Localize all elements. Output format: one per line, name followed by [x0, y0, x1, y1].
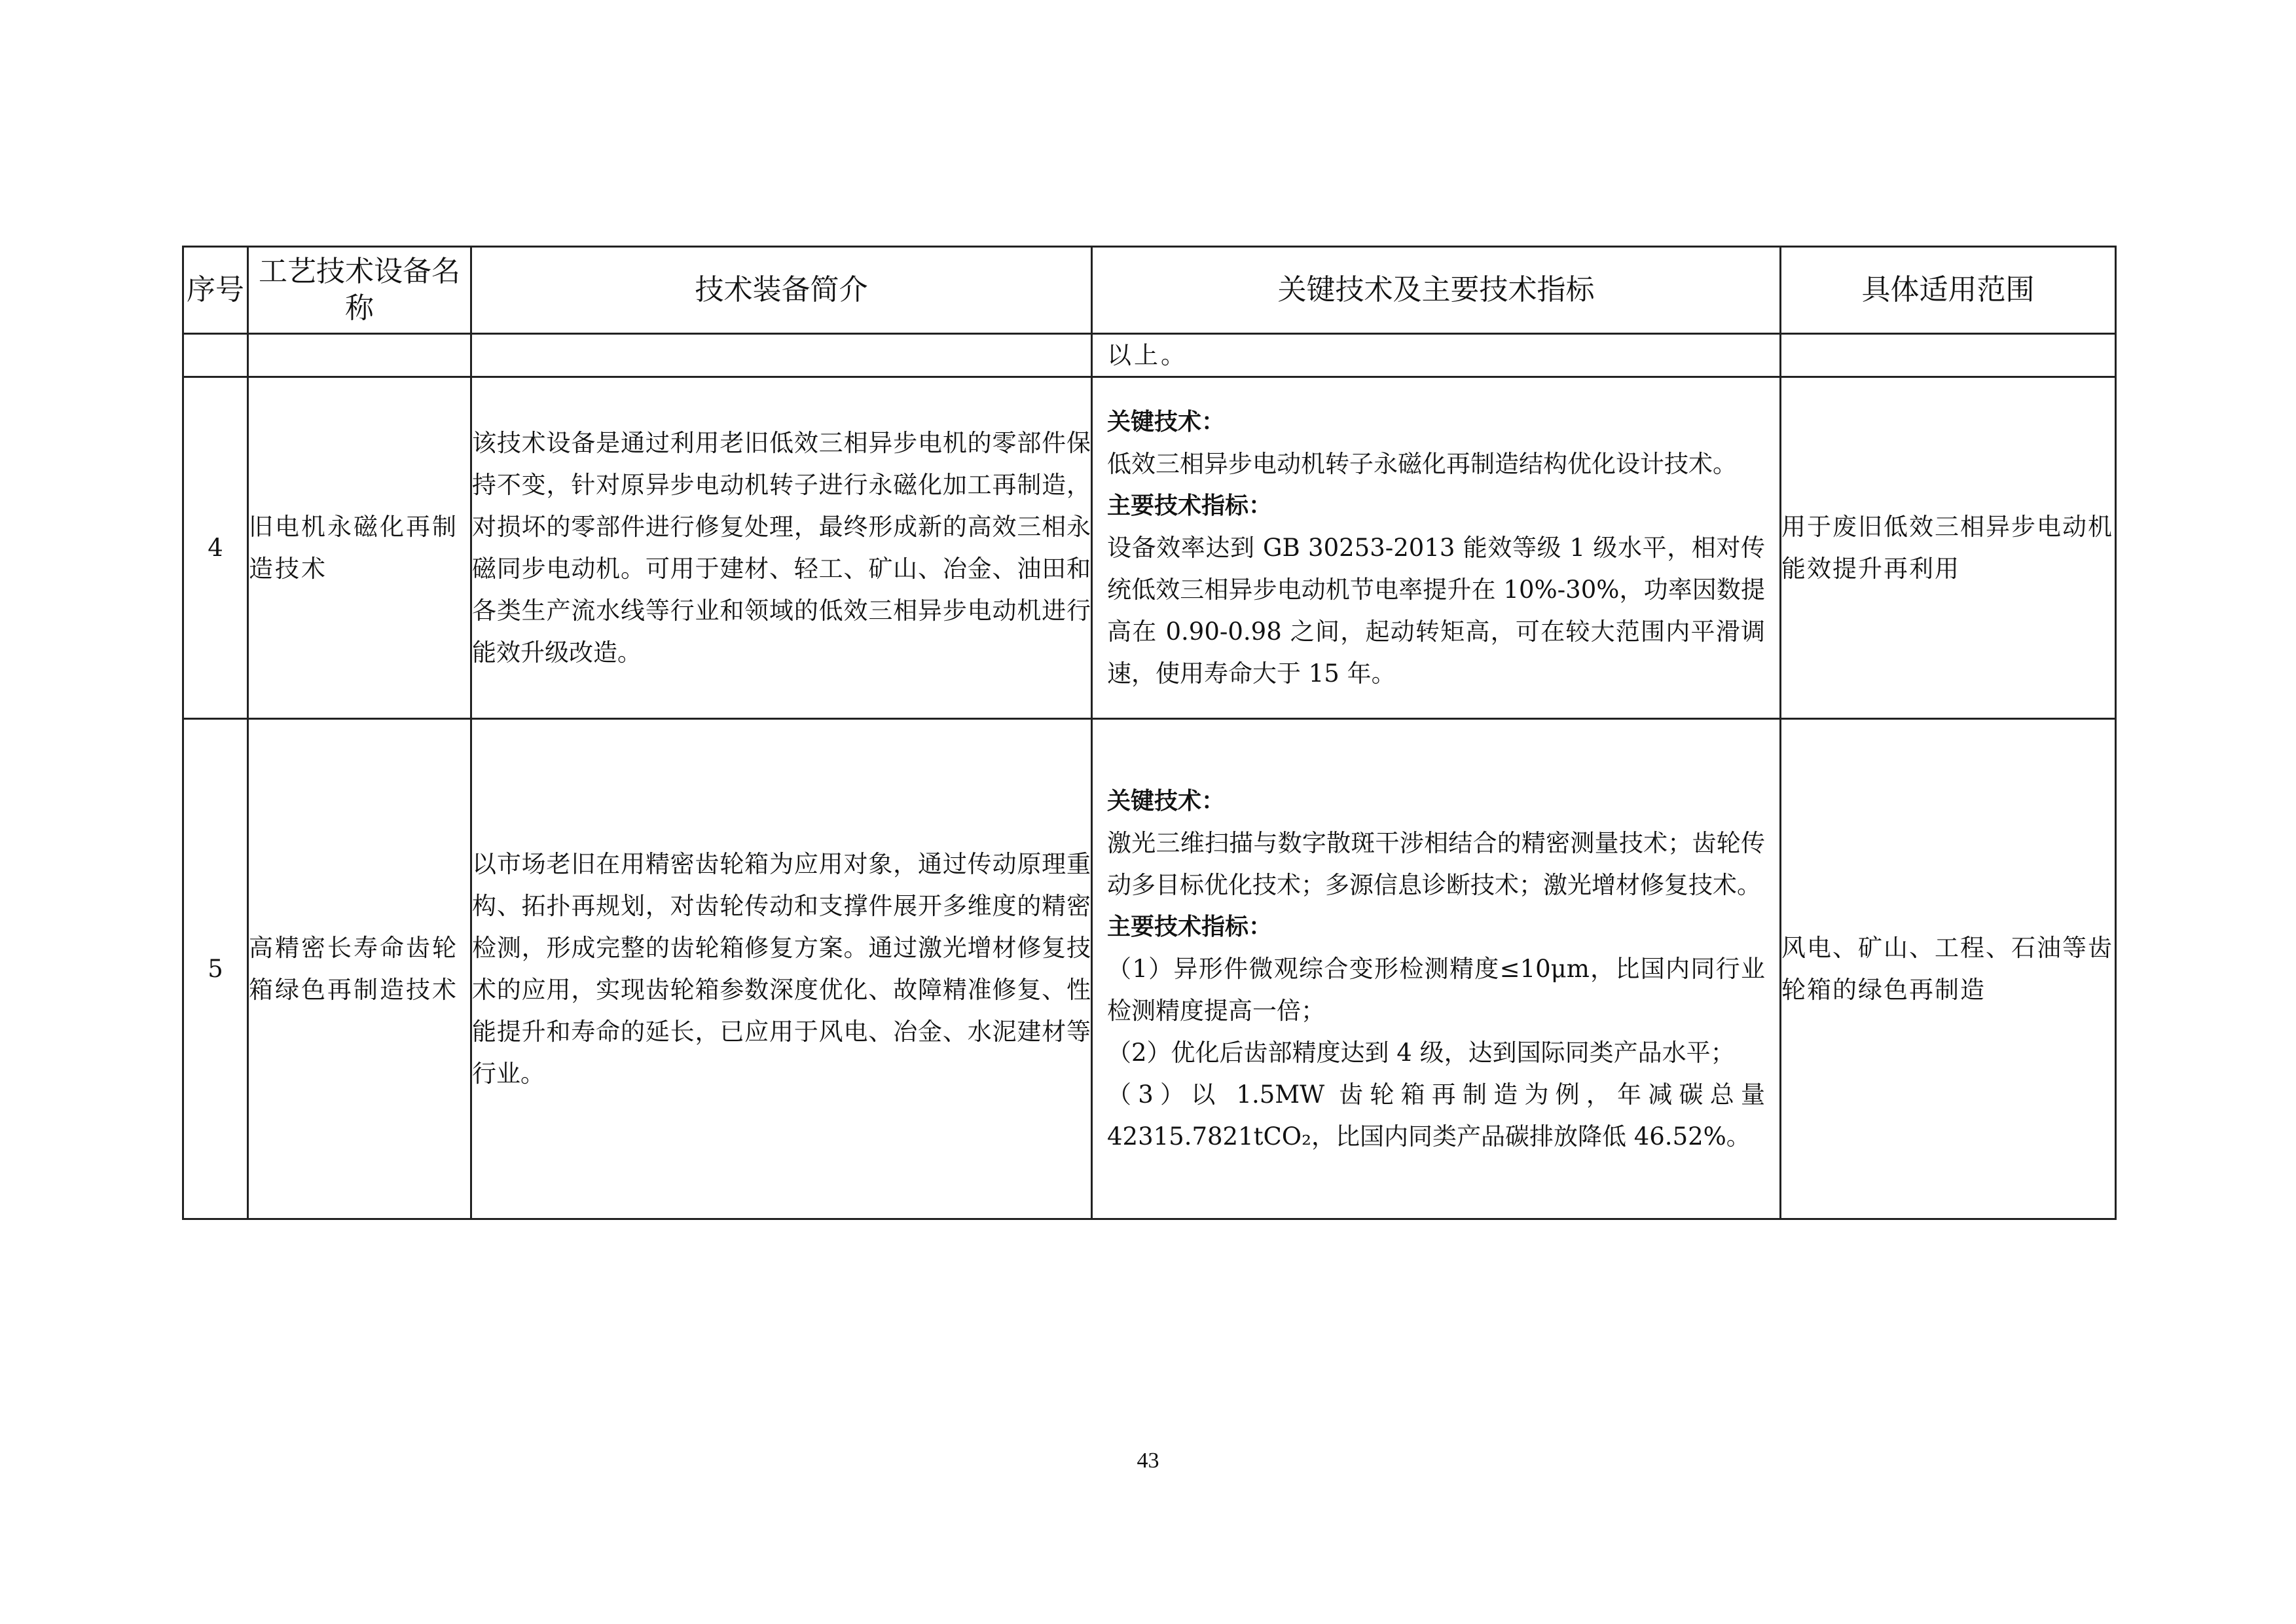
index-item: （3）以 1.5MW 齿轮箱再制造为例，年减碳总量 42315.7821tCO₂，比国内同类产品碳排放降低 46.52%。 — [1107, 1080, 1765, 1151]
key-tech-label: 关键技术： — [1107, 787, 1226, 815]
row-tech-name: 高精密长寿命齿轮箱绿色再制造技术 — [248, 719, 471, 1219]
row-intro: 该技术设备是通过利用老旧低效三相异步电机的零部件保持不变，针对原异步电动机转子进行永磁化加工再制造，对损坏的零部件进行修复处理，最终形成新的高效三相永磁同步电动机。可用于建材、轻工、矿山、冶金、油田和各类生产流水线等行业和领域的低效三相异步电动机进行能效升级改造。 — [471, 377, 1092, 719]
header-no: 序号 — [183, 247, 248, 334]
row-scope: 用于废旧低效三相异步电动机能效提升再利用 — [1781, 377, 2116, 719]
index-label: 主要技术指标： — [1107, 913, 1273, 940]
header-key: 关键技术及主要技术指标 — [1092, 247, 1781, 334]
row-key-cell — [1092, 377, 1781, 719]
continuation-key-text: 以上。 — [1107, 341, 1188, 369]
row-number: 5 — [183, 719, 248, 1219]
continuation-key-cell — [1092, 334, 1781, 377]
key-tech-label: 关键技术： — [1107, 408, 1226, 435]
key-tech-text: 激光三维扫描与数字散斑干涉相结合的精密测量技术；齿轮传动多目标优化技术；多源信息诊断技术；激光增材修复技术。 — [1107, 828, 1765, 899]
continuation-scope-cell — [1781, 334, 2116, 377]
key-tech-text: 低效三相异步电动机转子永磁化再制造结构优化设计技术。 — [1107, 449, 1737, 478]
table-row — [183, 377, 2116, 719]
index-label: 主要技术指标： — [1107, 492, 1273, 519]
row-key-cell — [1092, 719, 1781, 1219]
row-intro: 以市场老旧在用精密齿轮箱为应用对象，通过传动原理重构、拓扑再规划，对齿轮传动和支撑件展开多维度的精密检测，形成完整的齿轮箱修复方案。通过激光增材修复技术的应用，实现齿轮箱参数深度优化、故障精准修复、性能提升和寿命的延长，已应用于风电、冶金、水泥建材等行业。 — [471, 719, 1092, 1219]
continuation-row — [183, 334, 2116, 377]
header-scope: 具体适用范围 — [1781, 247, 2116, 334]
index-text: 设备效率达到 GB 30253-2013 能效等级 1 级水平，相对传统低效三相异步电动机节电率提升在 10%-30%，功率因数提高在 0.90-0.98 之间，起动转矩高，可在较大范围内平滑调速，使用寿命大于 15 年。 — [1107, 533, 1765, 688]
continuation-name-cell — [248, 334, 471, 377]
header-name: 工艺技术设备名称 — [248, 247, 471, 334]
row-tech-name: 旧电机永磁化再制造技术 — [248, 377, 471, 719]
row-number: 4 — [183, 377, 248, 719]
technology-table — [182, 246, 2117, 1220]
page-number: 43 — [1137, 1449, 1159, 1473]
row-scope: 风电、矿山、工程、石油等齿轮箱的绿色再制造 — [1781, 719, 2116, 1219]
table-row — [183, 719, 2116, 1219]
index-item: （1）异形件微观综合变形检测精度≤10μm，比国内同行业检测精度提高一倍； — [1107, 954, 1765, 1025]
continuation-intro-cell — [471, 334, 1092, 377]
index-item: （2）优化后齿部精度达到 4 级，达到国际同类产品水平； — [1107, 1038, 1735, 1067]
header-intro: 技术装备简介 — [471, 247, 1092, 334]
continuation-no-cell — [183, 334, 248, 377]
table-header-row — [183, 247, 2116, 334]
